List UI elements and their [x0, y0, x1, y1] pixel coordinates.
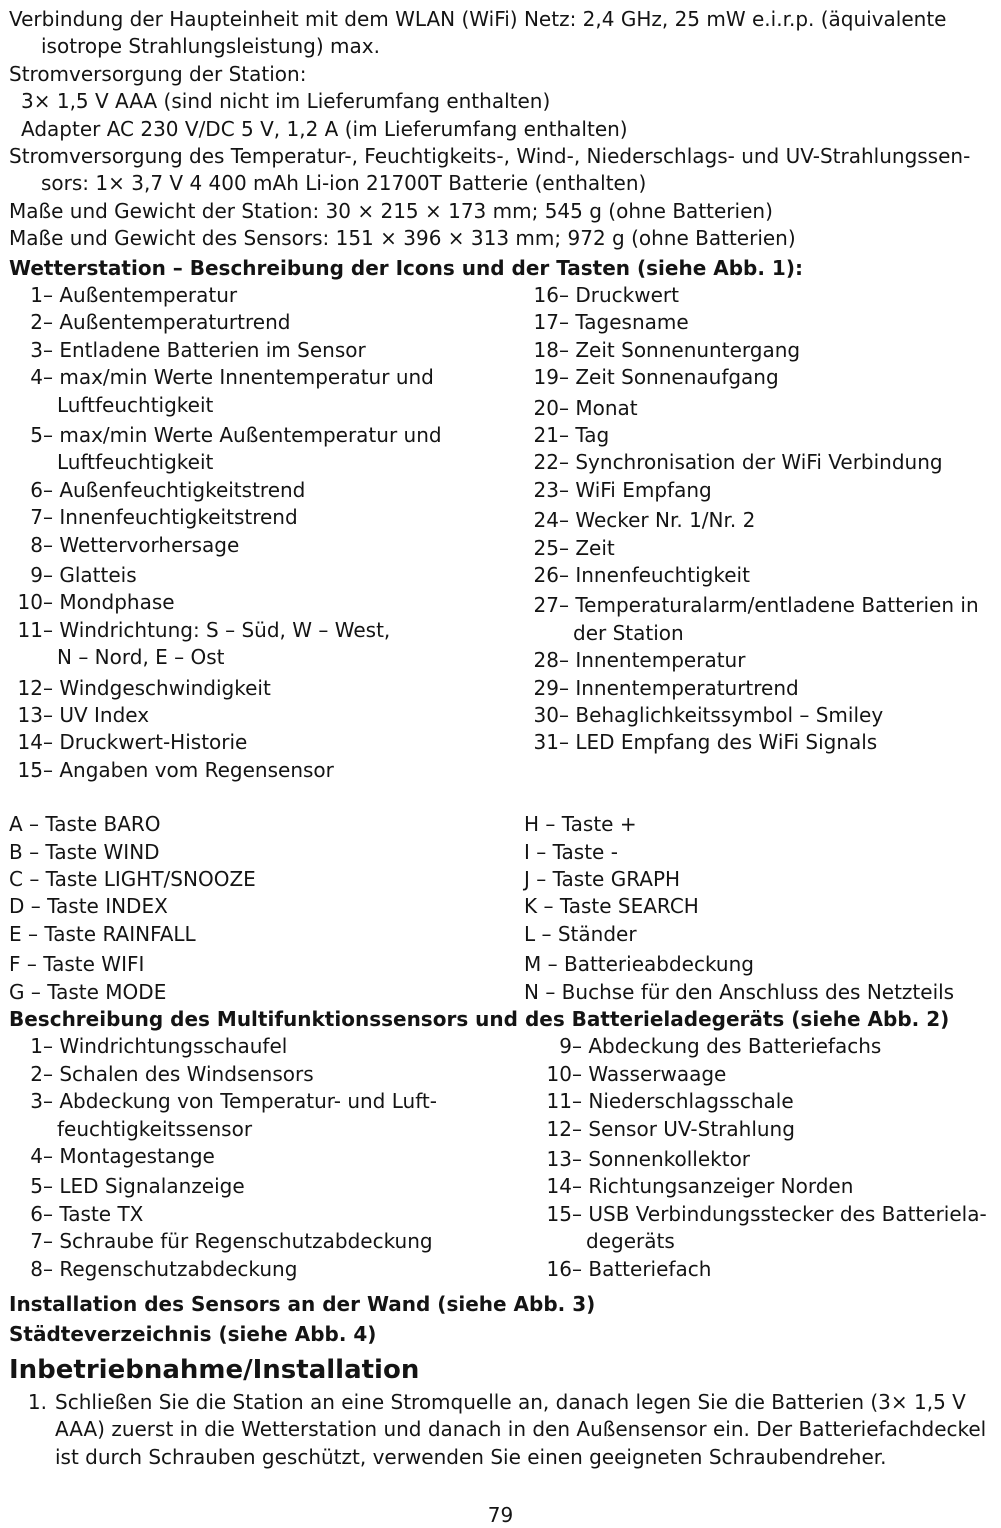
list-item-line — [9, 562, 524, 589]
item-number: 21 — [533, 422, 559, 447]
list-item — [9, 532, 524, 559]
list-item — [9, 675, 524, 702]
item-text: – Windrichtungsschaufel — [43, 1034, 288, 1059]
item-text: – Zeit Sonnenuntergang — [559, 337, 801, 362]
item-text: – Schraube für Regenschutzabdeckung — [43, 1229, 433, 1254]
list-item-line — [9, 309, 524, 336]
list-item-line — [524, 1173, 994, 1200]
item-number: 5 — [30, 1174, 43, 1199]
station-icons-right — [524, 282, 994, 784]
item-text: – Wecker Nr. 1/Nr. 2 — [559, 508, 756, 533]
item-text: – Innentemperaturtrend — [559, 675, 799, 700]
item-number: 27 — [533, 593, 559, 618]
list-item-line — [9, 532, 524, 559]
list-item-line — [524, 592, 994, 619]
manual-page — [9, 6, 994, 1472]
item-text: – Schalen des Windsensors — [43, 1061, 314, 1086]
spec-dims-station: Maße und Gewicht der Station: 30 × 215 × 173 mm; 545 g (ohne Batterien) — [9, 198, 773, 223]
station-keys-left — [9, 811, 524, 1006]
item-number: 25 — [533, 535, 559, 560]
item-number: 14 — [546, 1174, 572, 1199]
item-text: – Mondphase — [43, 590, 175, 615]
setup-heading: Inbetriebnahme/Installation — [9, 1354, 420, 1385]
list-item — [9, 309, 524, 336]
list-item — [9, 562, 524, 589]
station-icons-left — [9, 282, 524, 784]
spec-power-sensor-line1: Stromversorgung des Temperatur-, Feuchtigkeits-, Wind-, Niederschlags- und UV-Strahlungssen- — [9, 143, 971, 168]
setup-step — [9, 1389, 994, 1472]
item-text: – Wettervorhersage — [43, 532, 240, 557]
list-item — [524, 535, 994, 562]
list-item-line — [9, 1088, 524, 1115]
list-item — [9, 504, 524, 531]
item-text-continued: Luftfeuchtigkeit — [57, 450, 214, 475]
item-text: – WiFi Empfang — [559, 477, 712, 502]
spec-power-sensor-line2: sors: 1× 3,7 V 4 400 mAh Li-ion 21700T Batterie (enthalten) — [41, 171, 647, 196]
list-item — [9, 1201, 524, 1228]
item-text: – Batteriefach — [572, 1256, 712, 1281]
list-item-line — [524, 1116, 994, 1143]
item-text: – Regenschutzabdeckung — [43, 1256, 298, 1281]
station-icon-list — [9, 282, 994, 784]
item-number: 12 — [546, 1116, 572, 1141]
list-item-line — [9, 1228, 524, 1255]
list-item — [9, 1088, 524, 1143]
list-item-line — [9, 1201, 524, 1228]
list-item-line — [524, 702, 994, 729]
item-number: 1 — [30, 1034, 43, 1059]
item-number: 15 — [17, 757, 43, 782]
step-number: 1. — [27, 1389, 47, 1414]
item-number: 8 — [30, 532, 43, 557]
sensor-parts-right — [524, 1033, 994, 1283]
item-number: 23 — [533, 477, 559, 502]
list-item — [9, 1061, 524, 1088]
list-item-line — [524, 364, 994, 391]
sensor-part-list — [9, 1033, 994, 1283]
key-item: H – Taste + — [524, 812, 637, 837]
list-item-line — [524, 395, 994, 422]
item-number: 6 — [30, 1201, 43, 1226]
item-number: 13 — [546, 1146, 572, 1171]
list-item — [9, 1173, 524, 1200]
list-item — [524, 1033, 994, 1060]
key-item: I – Taste - — [524, 839, 618, 864]
key-item: D – Taste INDEX — [9, 894, 168, 919]
spec-wifi-line1: Verbindung der Haupteinheit mit dem WLAN (WiFi) Netz: 2,4 GHz, 25 mW e.i.r.p. (äquivalente — [9, 7, 947, 31]
list-item — [524, 1116, 994, 1143]
item-number: 1 — [30, 282, 43, 307]
list-item — [9, 364, 524, 419]
item-text: – Sensor UV-Strahlung — [572, 1116, 795, 1141]
item-number: 28 — [533, 648, 559, 673]
list-item-line — [9, 757, 524, 784]
list-item — [9, 1033, 524, 1060]
list-item — [9, 729, 524, 756]
item-text: – Innentemperatur — [559, 648, 746, 673]
item-text-continued: der Station — [573, 620, 684, 645]
list-item — [524, 364, 994, 391]
spec-dims-sensor: Maße und Gewicht des Sensors: 151 × 396 × 313 mm; 972 g (ohne Batterien) — [9, 226, 796, 251]
item-text: – Niederschlagsschale — [572, 1089, 794, 1114]
item-number: 7 — [30, 505, 43, 530]
item-text: – Abdeckung des Batteriefachs — [572, 1034, 882, 1059]
list-item-line — [524, 1061, 994, 1088]
list-item — [524, 675, 994, 702]
item-number: 11 — [546, 1089, 572, 1114]
list-item-line — [9, 675, 524, 702]
list-item — [524, 702, 994, 729]
item-number: 10 — [546, 1061, 572, 1086]
item-text: – UV Index — [43, 703, 150, 727]
item-number: 18 — [533, 337, 559, 362]
list-item — [524, 449, 994, 476]
list-item-line — [524, 507, 994, 534]
station-keys-right — [524, 811, 994, 1006]
list-item — [524, 395, 994, 422]
item-number: 9 — [559, 1034, 572, 1059]
spec-wifi-line2: isotrope Strahlungsleistung) max. — [41, 34, 380, 59]
item-text-continued: N – Nord, E – Ost — [57, 645, 225, 670]
item-number: 26 — [533, 562, 559, 587]
key-item: N – Buchse für den Anschluss des Netzteils — [524, 979, 955, 1004]
list-item-line — [524, 1033, 994, 1060]
page-number: 79 — [487, 1503, 514, 1527]
sensor-parts-left — [9, 1033, 524, 1283]
list-item — [9, 477, 524, 504]
list-item-line — [524, 477, 994, 504]
item-text: – Entladene Batterien im Sensor — [43, 337, 366, 362]
list-item-line — [524, 422, 994, 449]
item-number: 3 — [30, 1089, 43, 1114]
list-item-line — [9, 1143, 524, 1170]
item-number: 7 — [30, 1229, 43, 1254]
item-number: 6 — [30, 477, 43, 502]
list-item-line — [524, 1146, 994, 1173]
list-item-line — [9, 504, 524, 531]
item-number: 16 — [533, 282, 559, 307]
list-item — [524, 1088, 994, 1115]
item-number: 12 — [17, 675, 43, 700]
list-item-line — [9, 1256, 524, 1283]
list-item — [524, 1173, 994, 1200]
spec-power-battery: 3× 1,5 V AAA (sind nicht im Lieferumfang enthalten) — [21, 89, 551, 114]
list-item-line — [9, 1061, 524, 1088]
item-text: – Außenfeuchtigkeitstrend — [43, 477, 306, 502]
list-item-line — [9, 422, 524, 449]
item-text: – Druckwert — [559, 282, 679, 307]
item-number: 20 — [533, 395, 559, 420]
item-text: – Synchronisation der WiFi Verbindung — [559, 450, 943, 475]
spec-power-adapter: Adapter AC 230 V/DC 5 V, 1,2 A (im Lieferumfang enthalten) — [21, 116, 628, 141]
list-item-line — [9, 702, 524, 729]
item-text: – Montagestange — [43, 1143, 215, 1168]
item-number: 4 — [30, 1143, 43, 1168]
list-item — [524, 729, 994, 756]
item-number: 8 — [30, 1256, 43, 1281]
item-text: – Sonnenkollektor — [572, 1146, 751, 1171]
item-text-continued: Luftfeuchtigkeit — [57, 392, 214, 417]
item-number: 30 — [533, 703, 559, 727]
item-text: – Abdeckung von Temperatur- und Luft- — [43, 1089, 437, 1114]
city-list-heading: Städteverzeichnis (siehe Abb. 4) — [9, 1322, 377, 1347]
item-text: – Angaben vom Regensensor — [43, 757, 334, 782]
item-text: – Glatteis — [43, 562, 137, 587]
key-item: M – Batterieabdeckung — [524, 952, 754, 977]
item-number: 24 — [533, 508, 559, 533]
item-number: 2 — [30, 1061, 43, 1086]
item-number: 31 — [533, 730, 559, 755]
list-item-line — [524, 337, 994, 364]
list-item — [524, 1146, 994, 1173]
item-text-continued: degeräts — [586, 1229, 675, 1254]
list-item — [9, 1143, 524, 1170]
list-item — [9, 282, 524, 309]
item-text: – Zeit — [559, 535, 615, 560]
key-item: C – Taste LIGHT/SNOOZE — [9, 867, 256, 891]
item-text: – Innenfeuchtigkeit — [559, 562, 750, 587]
list-item — [524, 507, 994, 534]
key-item: J – Taste GRAPH — [524, 867, 681, 891]
list-item-line — [524, 309, 994, 336]
list-item — [524, 337, 994, 364]
item-text: – Innenfeuchtigkeitstrend — [43, 505, 298, 530]
item-text: – Tag — [559, 422, 610, 447]
list-item — [524, 592, 994, 647]
item-number: 5 — [30, 422, 43, 447]
list-item-line — [9, 364, 524, 391]
list-item — [9, 589, 524, 616]
list-item-line — [524, 1201, 994, 1228]
list-item — [9, 422, 524, 477]
list-item-line — [524, 647, 994, 674]
list-item — [524, 477, 994, 504]
key-item: E – Taste RAINFALL — [9, 921, 196, 946]
item-number: 19 — [533, 365, 559, 390]
item-number: 4 — [30, 365, 43, 390]
item-text: – Behaglichkeitssymbol – Smiley — [559, 703, 884, 727]
list-item-line — [9, 337, 524, 364]
list-item — [524, 1061, 994, 1088]
list-item-line — [524, 1088, 994, 1115]
list-item-line — [524, 449, 994, 476]
item-text: – max/min Werte Innentemperatur und — [43, 365, 434, 390]
list-item-line — [524, 675, 994, 702]
item-text: – Monat — [559, 395, 638, 420]
item-text: – Richtungsanzeiger Norden — [572, 1174, 854, 1199]
item-number: 29 — [533, 675, 559, 700]
item-number: 13 — [17, 703, 43, 727]
list-item — [524, 422, 994, 449]
spec-power-station: Stromversorgung der Station: — [9, 61, 307, 86]
list-item-line — [9, 1173, 524, 1200]
item-text: – LED Signalanzeige — [43, 1174, 245, 1199]
item-number: 2 — [30, 310, 43, 335]
list-item-line — [524, 1256, 994, 1283]
list-item — [9, 617, 524, 672]
item-text: – Außentemperatur — [43, 282, 238, 307]
setup-steps — [9, 1389, 994, 1472]
list-item-line — [9, 589, 524, 616]
list-item — [9, 1256, 524, 1283]
list-item-line — [524, 562, 994, 589]
sensor-heading: Beschreibung des Multifunktionssensors und des Batterieladegeräts (siehe Abb. 2) — [9, 1006, 950, 1031]
list-item-line — [524, 535, 994, 562]
key-item: A – Taste BARO — [9, 812, 161, 837]
item-text: – max/min Werte Außentemperatur und — [43, 422, 442, 447]
item-text: – LED Empfang des WiFi Signals — [559, 730, 878, 755]
key-item: K – Taste SEARCH — [524, 894, 699, 919]
item-text: – Taste TX — [43, 1201, 144, 1226]
item-text: – Druckwert-Historie — [43, 730, 248, 755]
item-number: 22 — [533, 450, 559, 475]
list-item-line — [524, 729, 994, 756]
item-text: – Zeit Sonnenaufgang — [559, 365, 779, 390]
item-text: – Tagesname — [559, 310, 689, 335]
list-item — [524, 562, 994, 589]
list-item — [524, 309, 994, 336]
item-number: 14 — [17, 730, 43, 755]
item-number: 10 — [17, 590, 43, 615]
item-number: 3 — [30, 337, 43, 362]
item-text: – Wasserwaage — [572, 1061, 727, 1086]
list-item — [9, 757, 524, 784]
list-item-line — [9, 1033, 524, 1060]
item-number: 15 — [546, 1201, 572, 1226]
specs-block — [9, 6, 994, 253]
list-item — [524, 647, 994, 674]
list-item — [9, 337, 524, 364]
list-item — [524, 1256, 994, 1283]
list-item — [524, 282, 994, 309]
item-number: 9 — [30, 562, 43, 587]
item-text-continued: feuchtigkeitssensor — [57, 1116, 253, 1141]
station-heading: Wetterstation – Beschreibung der Icons und der Tasten (siehe Abb. 1): — [9, 255, 803, 280]
item-text: – Windrichtung: S – Süd, W – West, — [43, 617, 391, 642]
item-text: – Windgeschwindigkeit — [43, 675, 271, 700]
step-text: Schließen Sie die Station an eine Stromquelle an, danach legen Sie die Batterien (3× 1,5 V AAA) zuerst in die Wetterstation und danach in den Außensensor ein. Der Batteriefachdeckel ist durch Schrauben geschützt, verwenden Sie einen geeigneten Schraubendreher. — [55, 1389, 987, 1469]
key-item: G – Taste MODE — [9, 979, 167, 1004]
list-item — [9, 1228, 524, 1255]
item-number: 16 — [546, 1256, 572, 1281]
key-item: F – Taste WIFI — [9, 952, 145, 977]
key-item: B – Taste WIND — [9, 839, 160, 864]
item-text: – Temperaturalarm/entladene Batterien in — [559, 593, 979, 618]
list-item-line — [9, 729, 524, 756]
key-item: L – Ständer — [524, 921, 637, 946]
list-item — [524, 1201, 994, 1256]
item-number: 11 — [17, 617, 43, 642]
item-text: – Außentemperaturtrend — [43, 310, 291, 335]
list-item-line — [9, 282, 524, 309]
list-item — [9, 702, 524, 729]
list-item-line — [9, 477, 524, 504]
item-number: 17 — [533, 310, 559, 335]
station-key-list — [9, 811, 994, 1006]
list-item-line — [9, 617, 524, 644]
wall-install-heading: Installation des Sensors an der Wand (siehe Abb. 3) — [9, 1292, 596, 1316]
list-item-line — [524, 282, 994, 309]
item-text: – USB Verbindungsstecker des Batteriela- — [572, 1201, 987, 1226]
